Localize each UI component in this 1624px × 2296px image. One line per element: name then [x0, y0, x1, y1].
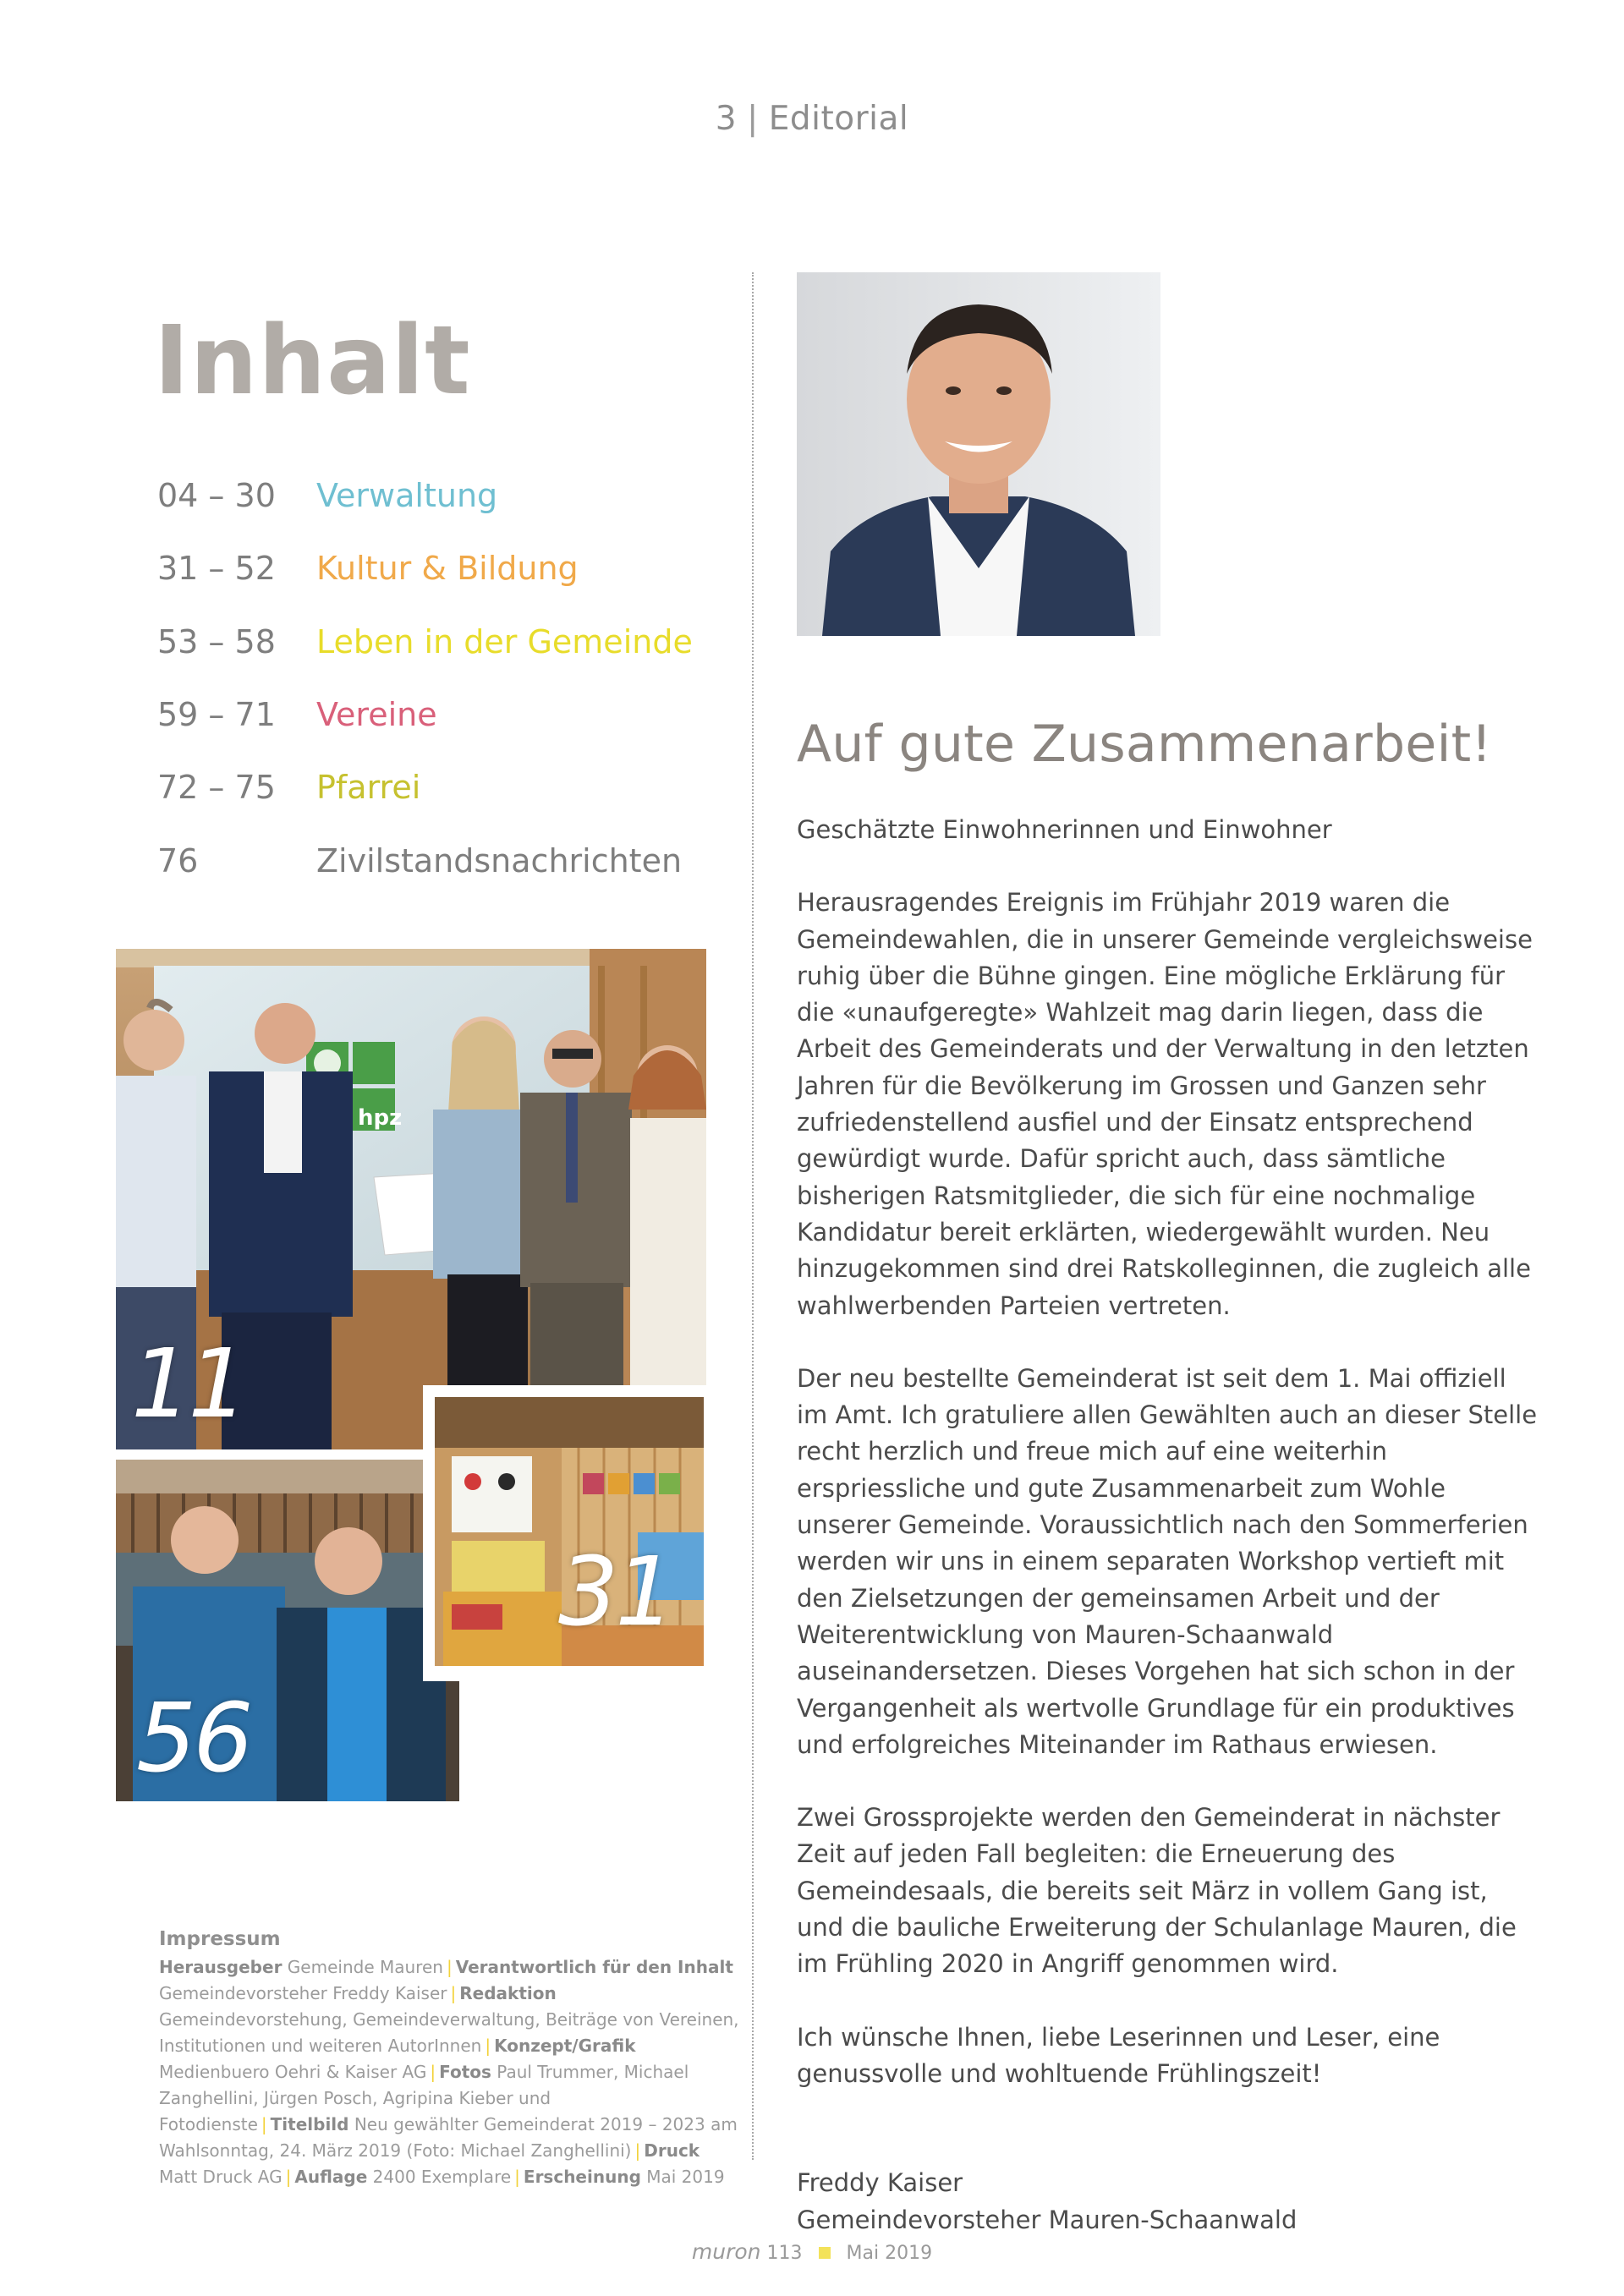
- toc-item-verwaltung[interactable]: [157, 477, 741, 536]
- exhibition-photo-frame: [423, 1385, 715, 1681]
- editorial-headline: Auf gute Zusammenarbeit!: [797, 715, 1492, 774]
- toc-item-leben[interactable]: [157, 623, 741, 682]
- impressum-label: Fotos: [439, 2062, 491, 2082]
- footer-square-icon: [819, 2247, 831, 2259]
- header-separator: |: [747, 100, 759, 138]
- toc-item-vereine[interactable]: [157, 696, 741, 755]
- impressum-text: Matt Druck AG: [159, 2167, 283, 2187]
- author-portrait: [797, 272, 1160, 636]
- hpz-logo-text: hpz: [358, 1105, 403, 1131]
- editorial-paragraph: Ich wünsche Ihnen, liebe Leserinnen und Leser, eine genussvolle und wohltuende Frühlingszeit!: [797, 2022, 1440, 2088]
- issue-number: 113: [766, 2243, 803, 2264]
- impressum-separator: |: [285, 2167, 292, 2187]
- toc-item-pfarrei[interactable]: [157, 769, 741, 828]
- editorial-paragraph: Der neu bestellte Gemeinderat ist seit dem 1. Mai offiziell im Amt. Ich gratuliere allen Gewählten auch an dieser Stelle recht herzlich und freue mich auf eine weiterhin erspriessliche und gute Zusammenarbeit zum Wohle unserer Gemeinde. Voraussichtlich nach den Sommerferien werden wir uns in einem separaten Workshop vertieft mit den Zielsetzungen der gemeinsamen Arbeit und der Weiterentwicklung von Mauren-Schaanwald auseinandersetzen. Dieses Vorgehen hat sich schon in der Vergangenheit als wertvolle Grundlage für ein produktives und erfolgreiches Miteinander im Rathaus erwiesen.: [797, 1363, 1538, 1759]
- toc-item-kultur-bildung[interactable]: [157, 550, 741, 609]
- council-page-number: 11: [131, 1329, 245, 1439]
- signature-name: Freddy Kaiser: [797, 2168, 963, 2198]
- impressum-text: Medienbuero Oehri & Kaiser AG: [159, 2062, 427, 2082]
- impressum-separator: |: [450, 1983, 457, 2003]
- impressum-label: Druck: [644, 2140, 700, 2161]
- impressum-separator: |: [485, 2036, 491, 2056]
- toc-pages: 31 – 52: [157, 550, 276, 587]
- toc-item-zivilstand[interactable]: [157, 842, 741, 901]
- toc-pages: 04 – 30: [157, 477, 276, 514]
- impressum-text: Gemeindevorstehung, Gemeindeverwaltung, Beiträge von Vereinen, Institutionen und weiteren AutorInnen: [159, 2009, 739, 2056]
- author-portrait-image: [797, 272, 1160, 636]
- impressum-separator: |: [634, 2140, 641, 2161]
- toc-pages: 53 – 58: [157, 623, 276, 660]
- editorial-greeting: Geschätzte Einwohnerinnen und Einwohner: [797, 815, 1332, 844]
- impressum-text: Neu gewählter Gemeinderat 2019 – 2023 am Wahlsonntag, 24. März 2019 (Foto: Michael Zanghellini): [159, 2114, 738, 2161]
- toc-label: Leben in der Gemeinde: [316, 623, 693, 660]
- impressum-label: Titelbild: [270, 2114, 349, 2134]
- toc-label: Pfarrei: [316, 769, 421, 806]
- page-footer: [0, 2239, 1624, 2264]
- impressum-separator: |: [514, 2167, 520, 2187]
- impressum-text: Paul Trummer, Michael Zanghellini, Jürgen Posch, Agripina Kieber und Fotodienste: [159, 2062, 689, 2134]
- impressum-text: Mai 2019: [646, 2167, 725, 2187]
- impressum-title: Impressum: [159, 1928, 281, 1950]
- column-divider: [752, 272, 754, 2160]
- impressum-body: [159, 1954, 743, 2190]
- toc-label: Vereine: [316, 696, 437, 733]
- impressum-separator: |: [430, 2062, 436, 2082]
- impressum-text: 2400 Exemplare: [372, 2167, 512, 2187]
- impressum-label: Redaktion: [459, 1983, 557, 2003]
- issue-date: Mai 2019: [846, 2243, 933, 2264]
- council-photo[interactable]: [116, 949, 706, 1449]
- impressum-text: Gemeinde Mauren: [287, 1957, 443, 1977]
- page-header: [0, 100, 1624, 138]
- toc-title: Inhalt: [154, 306, 471, 416]
- impressum-label: Auflage: [294, 2167, 368, 2187]
- toc-pages: 59 – 71: [157, 696, 276, 733]
- magazine-name: muron: [691, 2239, 761, 2264]
- impressum-label: Konzept/Grafik: [494, 2036, 636, 2056]
- impressum-label: Erscheinung: [523, 2167, 641, 2187]
- editorial-paragraph: Herausragendes Ereignis im Frühjahr 2019 waren die Gemeindewahlen, die in unserer Gemeinde vergleichsweise ruhig über die Bühne gingen. Eine mögliche Erklärung für die «unaufgeregte» Wahlzeit mag darin liegen, dass die Arbeit des Gemeinderats und der Verwaltung in den letzten Jahren für die Bevölkerung im Grossen und Ganzen sehr zufriedenstellend ausfiel und der Einsatz entsprechend gewürdigt wurde. Dafür spricht auch, dass sämtliche bisherigen Ratsmitglieder, die sich für eine nochmalige Kandidatur bereit erklärten, wiedergewählt wurden. Neu hinzugekommen sind drei Ratskolleginnen, die zugleich alle wahlwerbenden Parteien vertreten.: [797, 888, 1533, 1320]
- toc-label: Kultur & Bildung: [316, 550, 579, 587]
- toc-label: Zivilstandsnachrichten: [316, 842, 683, 879]
- impressum-separator: |: [261, 2114, 267, 2134]
- editorial-body: [797, 812, 1541, 2238]
- impressum-text: Gemeindevorsteher Freddy Kaiser: [159, 1983, 447, 2003]
- signature-title: Gemeindevorsteher Mauren-Schaanwald: [797, 2205, 1298, 2234]
- toc-pages: 76: [157, 842, 199, 879]
- toc-label: Verwaltung: [316, 477, 498, 514]
- impressum: [159, 1926, 743, 2190]
- toc-pages: 72 – 75: [157, 769, 276, 806]
- section-title: Editorial: [768, 100, 909, 138]
- duo-page-number: 56: [136, 1684, 250, 1794]
- page-number: 3: [715, 100, 738, 138]
- impressum-separator: |: [446, 1957, 453, 1977]
- impressum-label: Herausgeber: [159, 1957, 283, 1977]
- exhibition-page-number: 31: [558, 1537, 672, 1647]
- editorial-paragraph: Zwei Grossprojekte werden den Gemeinderat in nächster Zeit auf jeden Fall begleiten: die Erneuerung des Gemeindesaals, die bereits seit März in vollem Gang ist, und die bauliche Erweiterung der Schulanlage Mauren, die im Frühling 2020 in Angriff genommen wird.: [797, 1803, 1517, 1979]
- impressum-label: Verantwortlich für den Inhalt: [455, 1957, 733, 1977]
- duo-photo[interactable]: [116, 1460, 459, 1801]
